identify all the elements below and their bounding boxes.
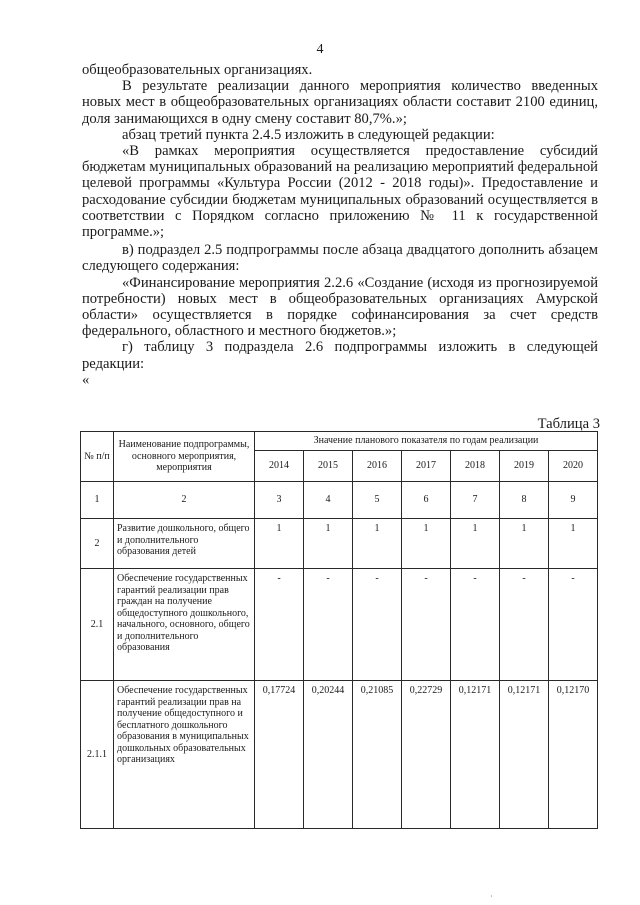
table-row: [81, 681, 598, 829]
value-cell: 0,20244: [304, 681, 353, 829]
header-no: № п/п: [81, 432, 114, 482]
value-cell: 1: [500, 519, 549, 569]
index-cell: 8: [500, 482, 549, 519]
row-name: Обеспечение государственных гарантий реализации прав на получение общедоступного и бесплатного дошкольного образования в муниципальных дошкольных образовательных организациях: [114, 681, 255, 829]
header-year: 2019: [500, 451, 549, 482]
value-cell: -: [255, 569, 304, 681]
header-year: 2015: [304, 451, 353, 482]
header-year: 2016: [353, 451, 402, 482]
value-cell: -: [451, 569, 500, 681]
value-cell: 1: [402, 519, 451, 569]
value-cell: -: [500, 569, 549, 681]
table-caption: Таблица 3: [537, 416, 600, 432]
row-name: Развитие дошкольного, общего и дополнительного образования детей: [114, 519, 255, 569]
value-cell: -: [353, 569, 402, 681]
index-cell: 2: [114, 482, 255, 519]
value-cell: 1: [549, 519, 598, 569]
paragraph: абзац третий пункта 2.4.5 изложить в следующей редакции:: [122, 126, 495, 143]
header-year: 2020: [549, 451, 598, 482]
header-name: Наименование подпрограммы, основного мероприятия, мероприятия: [114, 432, 255, 482]
table-index-row: [81, 482, 598, 519]
table-row: [81, 569, 598, 681]
paragraph: «: [82, 371, 90, 388]
value-cell: 0,12171: [451, 681, 500, 829]
index-cell: 9: [549, 482, 598, 519]
indicator-table: [80, 431, 598, 829]
paragraph: «В рамках мероприятия осуществляется предоставление субсидий бюджетам муниципальных образований на реализацию мероприятий федеральной целевой программы «Культура России (2012 - 2018 годы)». Предоставление и расходование субсидии бюджетам муниципальных образований осуществляется в соответствии с Порядком согласно приложению № 11 к государственной программе.»;: [82, 143, 598, 241]
row-name: Обеспечение государственных гарантий реализации прав граждан на получение общедоступного дошкольного, начального, основного, общего и дополнительного образования: [114, 569, 255, 681]
header-year: 2014: [255, 451, 304, 482]
body-text: [82, 62, 598, 388]
value-cell: -: [402, 569, 451, 681]
value-cell: 1: [353, 519, 402, 569]
row-number: 2.1: [81, 569, 114, 681]
index-cell: 6: [402, 482, 451, 519]
index-cell: 3: [255, 482, 304, 519]
paragraph: в) подраздел 2.5 подпрограммы после абзаца двадцатого дополнить абзацем следующего содержания:: [82, 242, 598, 275]
scan-speck: ·: [490, 892, 493, 901]
header-values-group: Значение планового показателя по годам реализации: [255, 432, 598, 451]
value-cell: 0,12171: [500, 681, 549, 829]
paragraph: г) таблицу 3 подраздела 2.6 подпрограммы изложить в следующей редакции:: [82, 339, 598, 372]
value-cell: 0,17724: [255, 681, 304, 829]
value-cell: 1: [304, 519, 353, 569]
value-cell: 1: [451, 519, 500, 569]
value-cell: 0,22729: [402, 681, 451, 829]
index-cell: 4: [304, 482, 353, 519]
value-cell: 0,12170: [549, 681, 598, 829]
index-cell: 5: [353, 482, 402, 519]
value-cell: -: [549, 569, 598, 681]
header-year: 2017: [402, 451, 451, 482]
paragraph: «Финансирование мероприятия 2.2.6 «Создание (исходя из прогнозируемой потребности) новых мест в общеобразовательных организациях Амурской области» осуществляется в порядке софинансирования за счет средств федерального, областного и местного бюджетов.»;: [82, 274, 598, 340]
table-row: [81, 519, 598, 569]
header-year: 2018: [451, 451, 500, 482]
index-cell: 1: [81, 482, 114, 519]
value-cell: 1: [255, 519, 304, 569]
row-number: 2.1.1: [81, 681, 114, 829]
paragraph: общеобразовательных организациях.: [82, 62, 313, 78]
row-number: 2: [81, 519, 114, 569]
value-cell: -: [304, 569, 353, 681]
paragraph: В результате реализации данного мероприятия количество введенных новых мест в общеобразовательных организациях области составит 2100 единиц, доля занимающихся в одну смену составит 80,7%.»;: [82, 78, 598, 127]
value-cell: 0,21085: [353, 681, 402, 829]
page-number: 4: [316, 42, 324, 57]
index-cell: 7: [451, 482, 500, 519]
table-header-row: [81, 432, 598, 451]
